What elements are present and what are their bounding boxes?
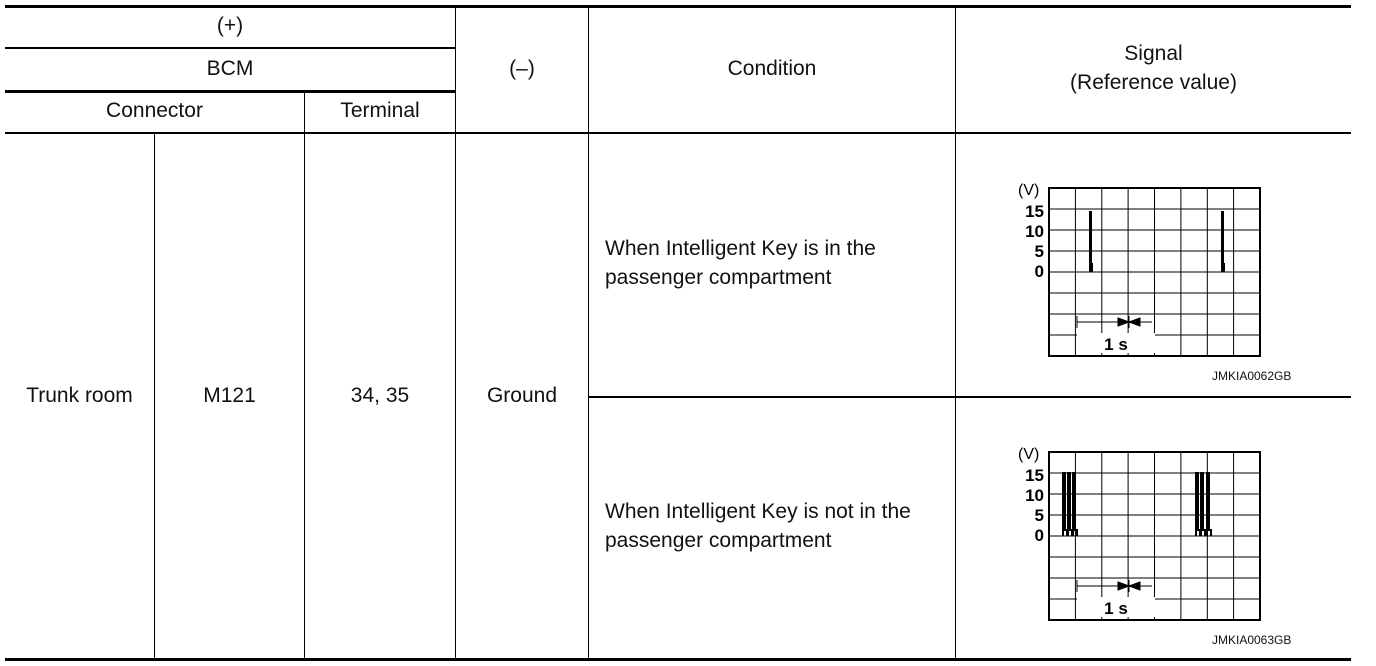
- terminal-value: 34, 35: [350, 384, 410, 407]
- oscilloscope-2-graphic: [1010, 440, 1270, 625]
- scope-1-tick-15: 15: [1025, 202, 1044, 221]
- oscilloscope-2-waveform: [1063, 473, 1211, 536]
- header-condition: Condition: [727, 57, 817, 80]
- table-top-rule: [5, 5, 1351, 8]
- row-divider: [588, 396, 1351, 398]
- condition-2-line2: passenger compartment: [605, 529, 832, 552]
- col-divider-terminal: [304, 92, 305, 659]
- scope-1-time-label: 1 s: [1104, 335, 1128, 354]
- oscilloscope-2-grid: [1049, 452, 1260, 620]
- scope-1-unit: (V): [1018, 182, 1040, 199]
- scope-1-tick-5: 5: [1034, 242, 1044, 261]
- header-connector: Connector: [106, 99, 203, 122]
- figure-ref-1: JMKIA0062GB: [1212, 369, 1292, 383]
- header-signal: Signal: [1124, 42, 1183, 65]
- col-divider-condition: [588, 7, 589, 659]
- condition-2-line1: When Intelligent Key is not in the: [605, 500, 911, 523]
- scope-2-tick-15: 15: [1025, 466, 1044, 485]
- scope-2-time-label: 1 s: [1104, 599, 1128, 618]
- scope-2-tick-5: 5: [1034, 506, 1044, 525]
- ground-value: Ground: [486, 384, 558, 407]
- scope-1-tick-10: 10: [1025, 222, 1044, 241]
- header-bcm: BCM: [206, 57, 254, 80]
- scope-2-tick-0: 0: [1034, 526, 1044, 545]
- table-bottom-rule: [5, 658, 1351, 661]
- scope-2-unit: (V): [1018, 446, 1040, 463]
- header-rule-bcm: [5, 90, 455, 93]
- header-signal-sub: (Reference value): [1070, 71, 1237, 94]
- scope-1-tick-0: 0: [1034, 262, 1044, 281]
- oscilloscope-1-waveform: [1090, 212, 1224, 272]
- oscilloscope-1-graphic: [1010, 176, 1270, 361]
- col-divider-signal: [955, 7, 956, 659]
- oscilloscope-1-grid: [1049, 188, 1260, 356]
- condition-1-line1: When Intelligent Key is in the: [605, 237, 876, 260]
- col-divider-minus: [455, 7, 456, 659]
- header-minus: (–): [509, 57, 535, 80]
- header-plus: (+): [216, 14, 244, 37]
- oscilloscope-2: [1010, 440, 1270, 630]
- oscilloscope-1: [1010, 176, 1270, 366]
- scope-2-tick-10: 10: [1025, 486, 1044, 505]
- connector-id: M121: [203, 384, 256, 407]
- condition-1-line2: passenger compartment: [605, 266, 832, 289]
- connector-location: Trunk room: [26, 384, 133, 407]
- header-rule-plus: [5, 47, 455, 49]
- header-terminal: Terminal: [340, 99, 420, 122]
- figure-ref-2: JMKIA0063GB: [1212, 633, 1292, 647]
- header-bottom-rule: [5, 132, 1351, 134]
